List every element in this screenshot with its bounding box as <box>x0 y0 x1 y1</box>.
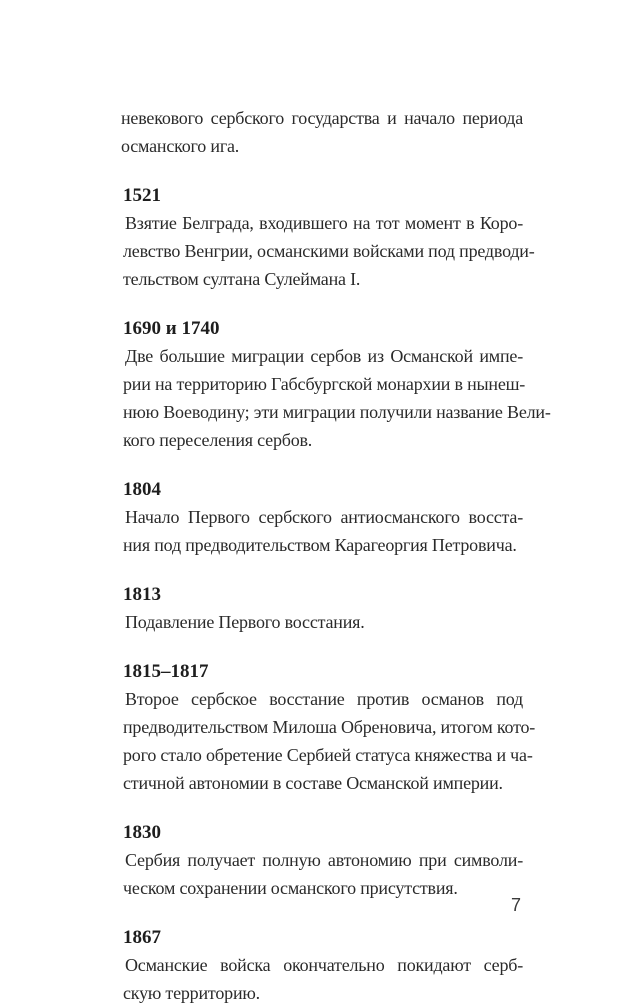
text-line: Две большие миграции сербов из Османской импе- <box>125 346 523 366</box>
entry-year: 1830 <box>123 822 161 843</box>
timeline-entry-1815-1817 <box>121 659 536 797</box>
text-line: ния под предводительством Карагеоргия Петровича. <box>123 535 517 555</box>
continuation-paragraph <box>121 104 523 160</box>
timeline-entry-1867 <box>121 925 523 1007</box>
text-line: Взятие Белграда, входившего на тот момент в Коро- <box>125 213 523 233</box>
entry-year: 1521 <box>123 185 161 206</box>
entry-year: 1804 <box>123 479 161 500</box>
entry-description <box>121 503 523 559</box>
entry-year: 1690 и 1740 <box>123 318 220 339</box>
entry-year: 1867 <box>123 927 161 948</box>
entry-description <box>121 846 523 902</box>
text-line: Подавление Первого восстания. <box>125 612 365 632</box>
page-number: 7 <box>511 895 522 915</box>
text-line: рии на территорию Габсбургской монархии в нынеш- <box>123 374 526 394</box>
text-line: стичной автономии в составе Османской империи. <box>123 773 503 793</box>
text-line: кого переселения сербов. <box>123 430 313 450</box>
entry-year: 1815–1817 <box>123 661 209 682</box>
text-line: Второе сербское восстание против османов под <box>125 689 523 709</box>
text-line: Начало Первого сербского антиосманского восста- <box>125 507 523 527</box>
entry-description <box>121 342 551 454</box>
text-line: Османские войска окончательно покидают серб- <box>125 955 523 975</box>
entry-description <box>121 951 523 1007</box>
timeline-entry-1830 <box>121 820 523 902</box>
book-page-text <box>121 104 551 1007</box>
entry-description <box>121 608 523 636</box>
text-line: ческом сохранении османского присутствия. <box>123 878 458 898</box>
timeline-entry-1690-1740 <box>121 316 551 454</box>
text-line: нюю Воеводину; эти миграции получили название Вели- <box>123 402 551 422</box>
text-line: невекового сербского государства и начало периода <box>121 108 523 128</box>
text-line: скую территорию. <box>123 983 260 1003</box>
timeline-entry-1813 <box>121 582 523 636</box>
text-line: предводительством Милоша Обреновича, итогом кото- <box>123 717 536 737</box>
timeline-entry-1804 <box>121 477 523 559</box>
text-line: Сербия получает полную автономию при символи- <box>125 850 523 870</box>
entry-year: 1813 <box>123 584 161 605</box>
text-line: тельством султана Сулеймана I. <box>123 269 361 289</box>
text-line: левство Венгрии, османскими войсками под предводи- <box>123 241 535 261</box>
timeline-entry-1521 <box>121 183 535 293</box>
entry-description <box>121 685 536 797</box>
text-line: османского ига. <box>121 136 240 156</box>
entry-description <box>121 209 535 293</box>
text-line: рого стало обретение Сербией статуса княжества и ча- <box>123 745 533 765</box>
